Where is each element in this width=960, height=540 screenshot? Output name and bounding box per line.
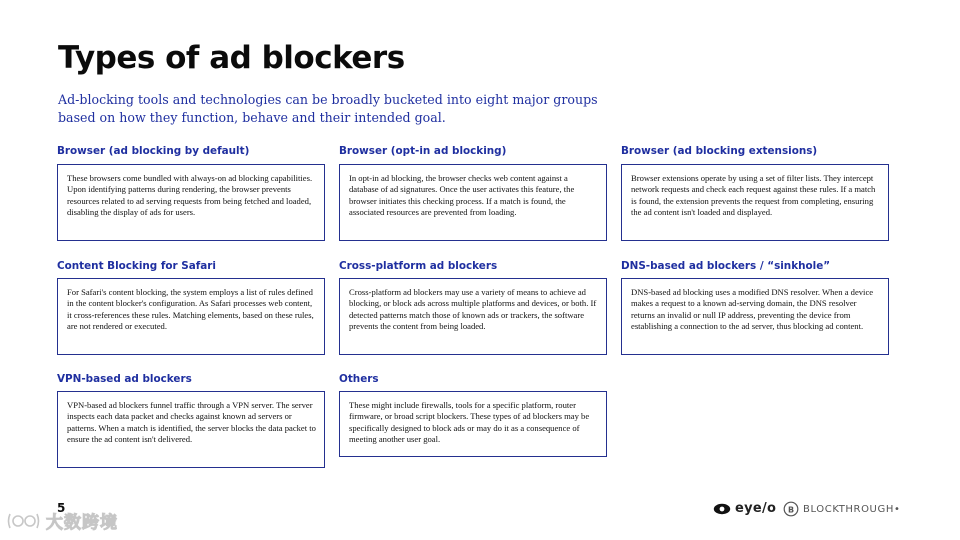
card-dns: DNS-based ad blocking uses a modified DNS resolver. When a device makes a request to a known ad-serving domain, the DNS resolver returns an invalid or null IP address, preventing the device from establishing a connection to the ad server, thus blocking ad content. (621, 278, 889, 355)
card-safari: For Safari's content blocking, the system employs a list of rules defined in the content blocker's configuration. As Safari processes web content, it cross-references these rules. Matching elements, based on these rules, are not rendered or executed. (57, 278, 325, 355)
card-heading-cross-platform: Cross-platform ad blockers (339, 260, 498, 272)
eyeo-logo-text: eye/o (735, 501, 777, 516)
page-subtitle: Ad-blocking tools and technologies can be broadly bucketed into eight major groups based on how they function, behave and their intended goal. (58, 92, 598, 125)
svg-text:B: B (787, 505, 795, 515)
card-heading-safari: Content Blocking for Safari (57, 260, 216, 272)
blockthrough-logo (783, 501, 900, 517)
card-browser-opt-in: In opt-in ad blocking, the browser checks web content against a database of ad signatures. Once the user activates this feature, the browser initiates this checking process. If a match is found, the associated resources are prevented from loading. (339, 164, 607, 241)
card-vpn: VPN-based ad blockers funnel traffic through a VPN server. The server inspects each data packet and checks against known ad servers or patterns. When a match is identified, the server blocks the data packet to ensure the ad content isn't delivered. (57, 391, 325, 468)
card-heading-dns: DNS-based ad blockers / “sinkhole” (621, 260, 831, 272)
watermark-text: 大数跨境 (46, 513, 118, 533)
card-others: These might include firewalls, tools for a specific platform, router firmware, or broad script blockers. These types of ad blockers may be specifically designed to block ads or may do it as a consequence of meeting another user goal. (339, 391, 607, 457)
page-title: Types of ad blockers (58, 40, 405, 76)
watermark-logo-icon (6, 510, 42, 532)
card-heading-vpn: VPN-based ad blockers (57, 373, 192, 385)
eye-icon (713, 503, 731, 515)
card-heading-others: Others (339, 373, 379, 385)
watermark (6, 508, 118, 533)
card-browser-extensions: Browser extensions operate by using a set of filter lists. They intercept network requests and check each request against these rules. If a match is found, the extension prevents the request from completing, ensuring the ad content isn't loaded and displayed. (621, 164, 889, 241)
card-heading-browser-opt-in: Browser (opt-in ad blocking) (339, 145, 507, 157)
blockthrough-logo-text: BLOCKTHROUGH• (803, 503, 901, 515)
page-number: 5 (57, 501, 66, 515)
card-heading-browser-extensions: Browser (ad blocking extensions) (621, 145, 818, 157)
eyeo-logo (713, 501, 776, 516)
card-heading-browser-default: Browser (ad blocking by default) (57, 145, 250, 157)
card-cross-platform: Cross-platform ad blockers may use a variety of means to achieve ad blocking, or block ads across multiple platforms and devices, or both. If detected patterns match those of known ads or trackers, the software prevents the content from being loaded. (339, 278, 607, 355)
card-browser-default: These browsers come bundled with always-on ad blocking capabilities. Upon identifying patterns during rendering, the browser prevents resources related to ad serving requests from being fetched and loaded, disabling the display of ads for users. (57, 164, 325, 241)
blockthrough-mark-icon (783, 501, 799, 517)
